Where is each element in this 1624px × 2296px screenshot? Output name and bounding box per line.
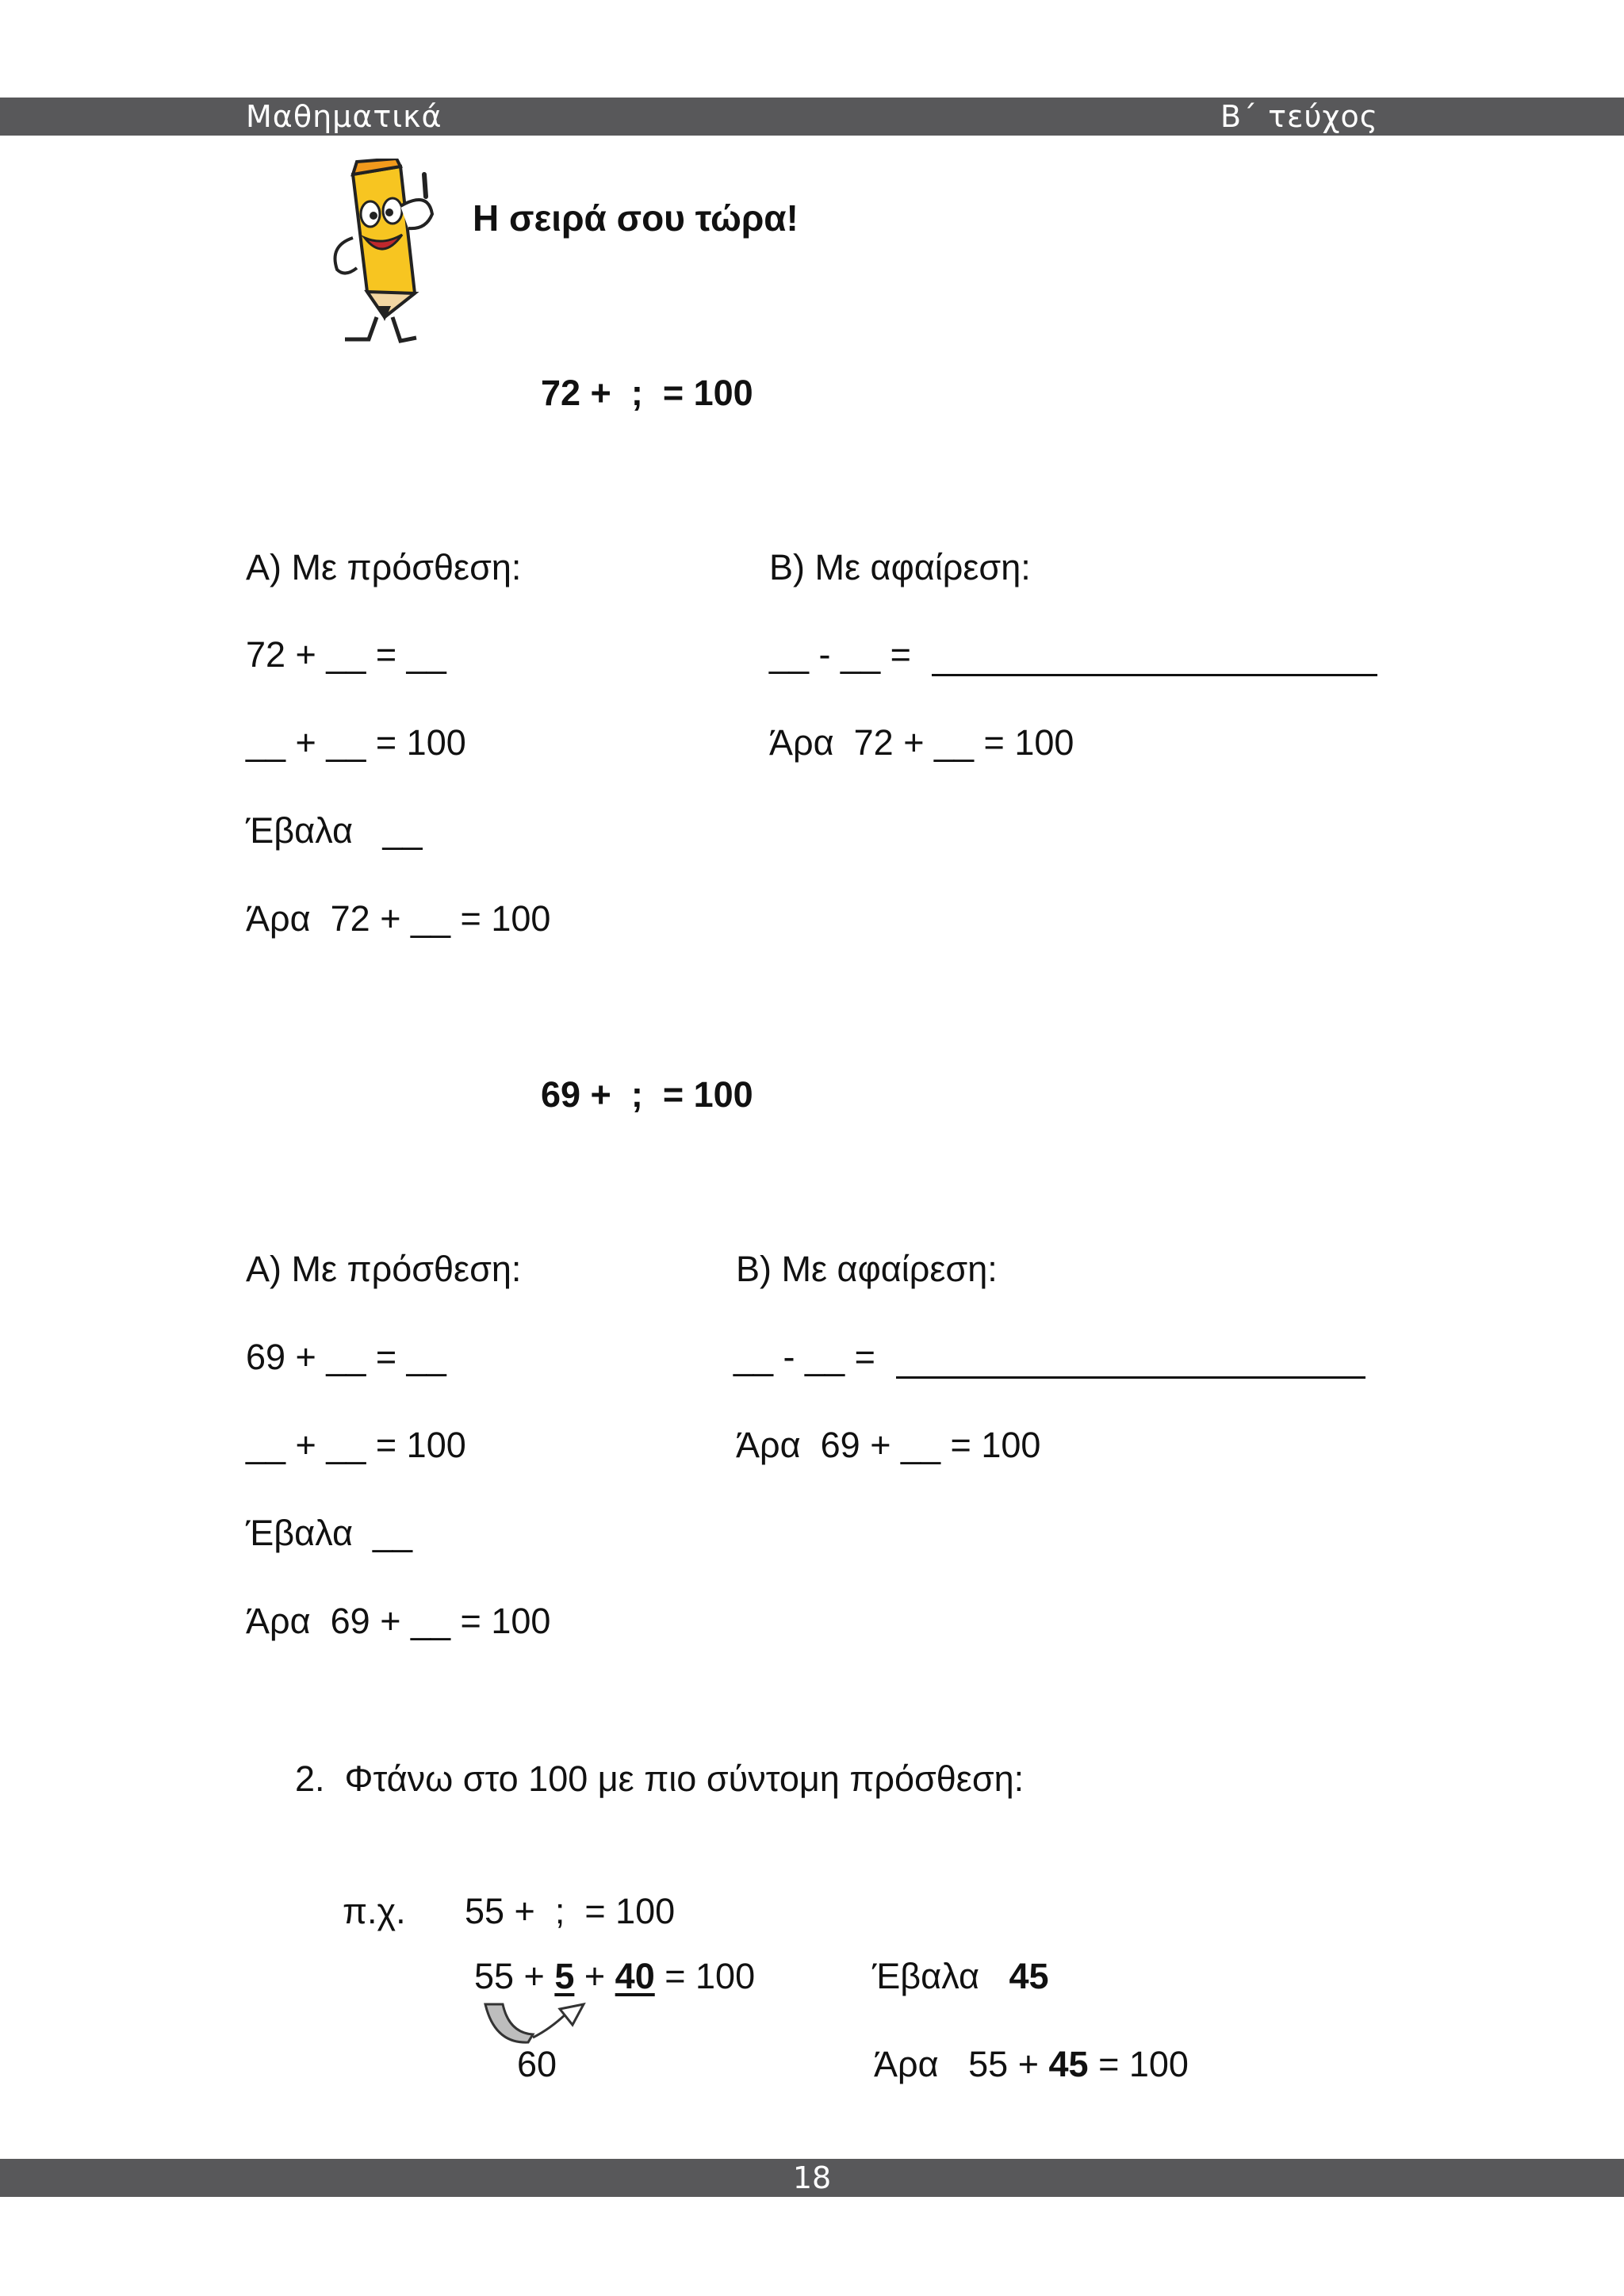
so-line [874,2044,1189,2085]
exercise1-subtraction-line-2: Άρα 72 + __ = 100 [769,722,1074,763]
example-problem: 55 + ; = 100 [465,1891,676,1931]
header-bar [0,98,1624,136]
subject-label: Μαθηματικά [246,99,442,134]
exercise1-addition-line-3: Έβαλα __ [246,810,423,851]
example-label: π.χ. [343,1891,406,1931]
so-value: 45 [1048,2044,1089,2084]
put-line [872,1956,1049,1997]
step-first-addend: 5 [554,1956,575,1996]
exercise1-addition-line-1: 72 + __ = __ [246,634,446,675]
exercise2-subtraction-line-2: Άρα 69 + __ = 100 [736,1425,1041,1465]
exercise2-addition-line-2: __ + __ = 100 [246,1425,466,1465]
exercise1-answer-line [932,674,1377,676]
section-title: Η σειρά σου τώρα! [473,197,799,239]
exercise1-addition-title: Α) Με πρόσθεση: [246,547,522,587]
intermediate-sum: 60 [517,2044,557,2084]
put-value: 45 [1009,1956,1049,1996]
exercise2-addition-title: Α) Με πρόσθεση: [246,1249,522,1289]
page-number: 18 [792,2160,832,2195]
example-step [474,1956,755,1997]
exercise2-subtraction-title: Β) Με αφαίρεση: [736,1249,998,1289]
exercise1-addition-line-2: __ + __ = 100 [246,722,466,763]
step-second-addend: 40 [615,1956,655,1996]
exercise1-subtraction-title: Β) Με αφαίρεση: [769,547,1031,587]
step-plus: + [574,1956,615,1996]
exercise2-addition-line-3: Έβαλα __ [246,1513,413,1553]
step-prefix: 55 + [474,1956,555,1996]
step-suffix: = 100 [654,1956,756,1996]
so-suffix: = 100 [1088,2044,1189,2084]
volume-label: Β΄ τεύχος [1220,99,1378,134]
exercise1-subtraction-line-1: __ - __ = [769,634,911,675]
exercise1-problem: 72 + ; = 100 [541,373,753,413]
exercise2-problem: 69 + ; = 100 [541,1074,753,1115]
put-label: Έβαλα [872,1956,1009,1996]
exercise2-addition-line-4: Άρα 69 + __ = 100 [246,1601,551,1641]
exercise2-subtraction-line-1: __ - __ = [733,1337,875,1377]
exercise2-answer-line [896,1376,1365,1379]
task2-heading: 2. Φτάνω στο 100 με πιο σύντομη πρόσθεση: [295,1758,1025,1799]
pencil-mascot-icon [321,159,448,349]
so-prefix: Άρα 55 + [874,2044,1049,2084]
exercise2-addition-line-1: 69 + __ = __ [246,1337,446,1377]
footer-bar [0,2159,1624,2197]
exercise1-addition-line-4: Άρα 72 + __ = 100 [246,898,551,939]
